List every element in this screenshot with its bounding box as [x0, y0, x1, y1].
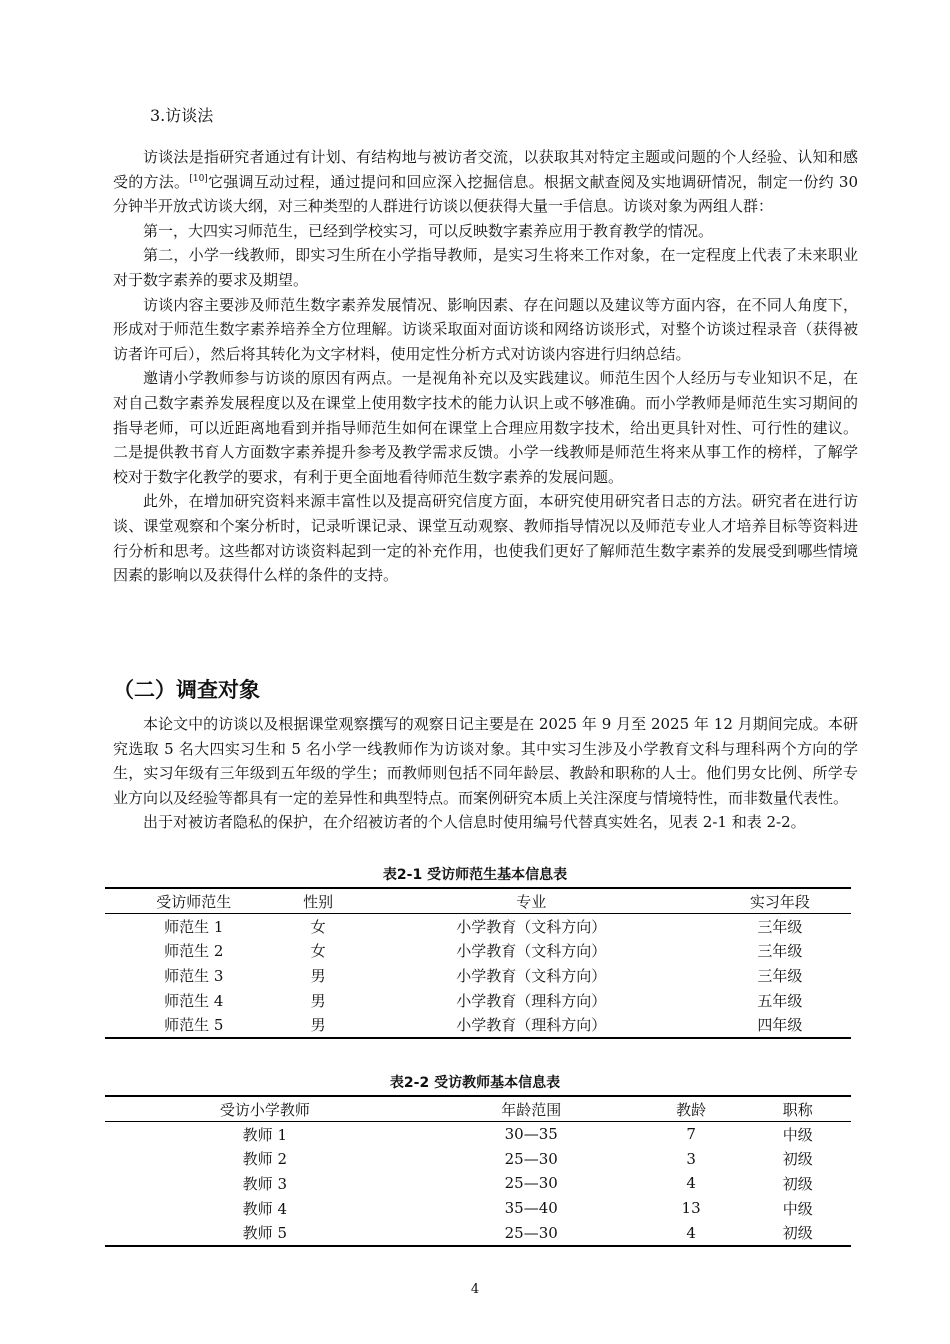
- cell: 小学教育（文科方向）: [456, 966, 607, 985]
- paragraph: 出于对被访者隐私的保护，在介绍被访者的个人信息时使用编号代替真实姓名，见表 2-1 和表 2-2。: [143, 813, 806, 832]
- cell: 小学教育（理科方向）: [354, 1012, 709, 1038]
- paragraph: 访谈法是指研究者通过有计划、有结构地与被访者交流，以获取其对特定主题或问题的个人经验、认知和感受的方法。[10]它强调互动过程，通过提问和回应深入挖掘信息。根据文献查阅及实地调研情况，制定一份约 30 分钟半开放式访谈大纲，对三种类型的人群进行访谈以便获得大量一手信息。访谈对象为两组人群：: [113, 148, 858, 216]
- cell: 三年级: [757, 966, 803, 985]
- table-row: [105, 1220, 851, 1246]
- column-header: 实习年段: [709, 888, 851, 914]
- cell: 男: [283, 1012, 354, 1038]
- cell: 师范生 3: [164, 966, 224, 985]
- cell: 25—30: [425, 1220, 638, 1246]
- table-row: [105, 1147, 851, 1172]
- cell: 教师 1: [242, 1125, 287, 1144]
- paragraph: 第二，小学一线教师，即实习生所在小学指导教师，是实习生将来工作对象，在一定程度上代表了未来职业对于数字素养的要求及期望。: [113, 246, 858, 289]
- cell: 四年级: [709, 1012, 851, 1038]
- cell: 三年级: [757, 942, 803, 961]
- cell: 初级: [744, 1220, 851, 1246]
- paragraph: 第一，大四实习师范生，已经到学校实习，可以反映数字素养应用于教育教学的情况。: [143, 221, 714, 240]
- section-title: 3.访谈法: [150, 106, 214, 125]
- table-caption: 表2-1 受访师范生基本信息表: [382, 867, 568, 883]
- cell: 师范生 4: [164, 991, 224, 1010]
- cell: 初级: [782, 1174, 813, 1193]
- cell: 女: [310, 917, 326, 936]
- table-header-row: [105, 888, 851, 914]
- cell: 师范生 5: [105, 1012, 283, 1038]
- cell: 师范生 1: [164, 917, 224, 936]
- page-number: 4: [470, 1282, 480, 1297]
- cell: 女: [310, 942, 326, 961]
- cell: 男: [310, 991, 326, 1010]
- cell: 五年级: [757, 991, 803, 1010]
- column-header: 专业: [354, 888, 709, 914]
- table-row: [105, 1122, 851, 1147]
- cell: 35—40: [504, 1199, 558, 1218]
- cell: 教师 5: [105, 1220, 425, 1246]
- paragraph: 此外，在增加研究资料来源丰富性以及提高研究信度方面，本研究使用研究者日志的方法。研究者在进行访谈、课堂观察和个案分析时，记录听课记录、课堂互动观察、教师指导情况以及师范专业人才培养目标等资料进行分析和思考。这些都对访谈资料起到一定的补充作用，也使我们更好了解师范生数字素养的发展受到哪些情境因素的影响以及获得什么样的条件的支持。: [113, 492, 858, 585]
- cell: 教师 3: [242, 1174, 287, 1193]
- column-header: 性别: [283, 888, 354, 914]
- cell: 中级: [782, 1199, 813, 1218]
- cell: 初级: [782, 1150, 813, 1169]
- table-row: [105, 939, 851, 964]
- paragraph: 本论文中的访谈以及根据课堂观察撰写的观察日记主要是在 2025 年 9 月至 2025 年 12 月期间完成。本研究选取 5 名大四实习生和 5 名小学一线教师作为访谈对象。其中实习生涉及小学教育文科与理科两个方向的学生，实习年级有三年级到五年级的学生；而教师则包括不同年龄层、教龄和职称的人士。他们男女比例、所学专业方向以及经验等都具有一定的差异性和典型特点。而案例研究本质上关注深度与情境特性，而非数量代表性。: [113, 715, 858, 807]
- cell: 30—35: [504, 1125, 558, 1144]
- table-row: [105, 1012, 851, 1038]
- cell: 男: [310, 966, 326, 985]
- column-header: 受访师范生: [105, 888, 283, 914]
- table-row: [105, 914, 851, 939]
- teacher-info-table: [105, 1095, 851, 1247]
- cell: 师范生 2: [164, 942, 224, 961]
- cell: 25—30: [504, 1149, 558, 1168]
- citation-mark[interactable]: [10]: [189, 173, 208, 184]
- paragraph: 邀请小学教师参与访谈的原因有两点。一是视角补充以及实践建议。师范生因个人经历与专业知识不足，在对自己数字素养发展程度以及在课堂上使用数字技术的能力认识上或不够准确。而小学教师是师范生实习期间的指导老师，可以近距离地看到并指导师范生如何在课堂上合理应用数字技术，给出更具针对性、可行性的建议。二是提供教书育人方面数字素养提升参考及教学需求反馈。小学一线教师是师范生将来从事工作的榜样，了解学校对于数字化教学的要求，有利于更全面地看待师范生数字素养的发展问题。: [113, 369, 858, 486]
- cell: 教师 4: [242, 1199, 287, 1218]
- subject-paragraphs: [113, 712, 858, 835]
- cell: 13: [681, 1199, 701, 1218]
- student-info-table: [105, 887, 851, 1039]
- cell: 中级: [782, 1125, 813, 1144]
- cell: 4: [686, 1174, 696, 1193]
- column-header: 年龄范围: [425, 1096, 638, 1122]
- column-header: 职称: [744, 1096, 851, 1122]
- cell: 三年级: [757, 917, 803, 936]
- method-paragraphs: [113, 145, 858, 588]
- table-header-row: [105, 1096, 851, 1122]
- cell: 小学教育（文科方向）: [456, 917, 607, 936]
- cell: 3: [686, 1149, 696, 1168]
- cell: 7: [686, 1125, 696, 1144]
- subsection-heading: （二）调查对象: [113, 678, 260, 702]
- table-row: [105, 963, 851, 988]
- cell: 教师 2: [242, 1150, 287, 1169]
- table-caption: 表2-2 受访教师基本信息表: [389, 1075, 561, 1091]
- table-row: [105, 988, 851, 1013]
- cell: 25—30: [504, 1174, 558, 1193]
- cell: 4: [638, 1220, 745, 1246]
- paragraph: 访谈内容主要涉及师范生数字素养发展情况、影响因素、存在问题以及建议等方面内容，在不同人角度下，形成对于师范生数字素养培养全方位理解。访谈采取面对面访谈和网络访谈形式，对整个访谈过程录音（获得被访者许可后），然后将其转化为文字材料，使用定性分析方式对访谈内容进行归纳总结。: [113, 295, 858, 363]
- cell: 小学教育（文科方向）: [456, 942, 607, 961]
- table-row: [105, 1171, 851, 1196]
- column-header: 受访小学教师: [105, 1096, 425, 1122]
- table-row: [105, 1196, 851, 1221]
- column-header: 教龄: [638, 1096, 745, 1122]
- cell: 小学教育（理科方向）: [456, 991, 607, 1010]
